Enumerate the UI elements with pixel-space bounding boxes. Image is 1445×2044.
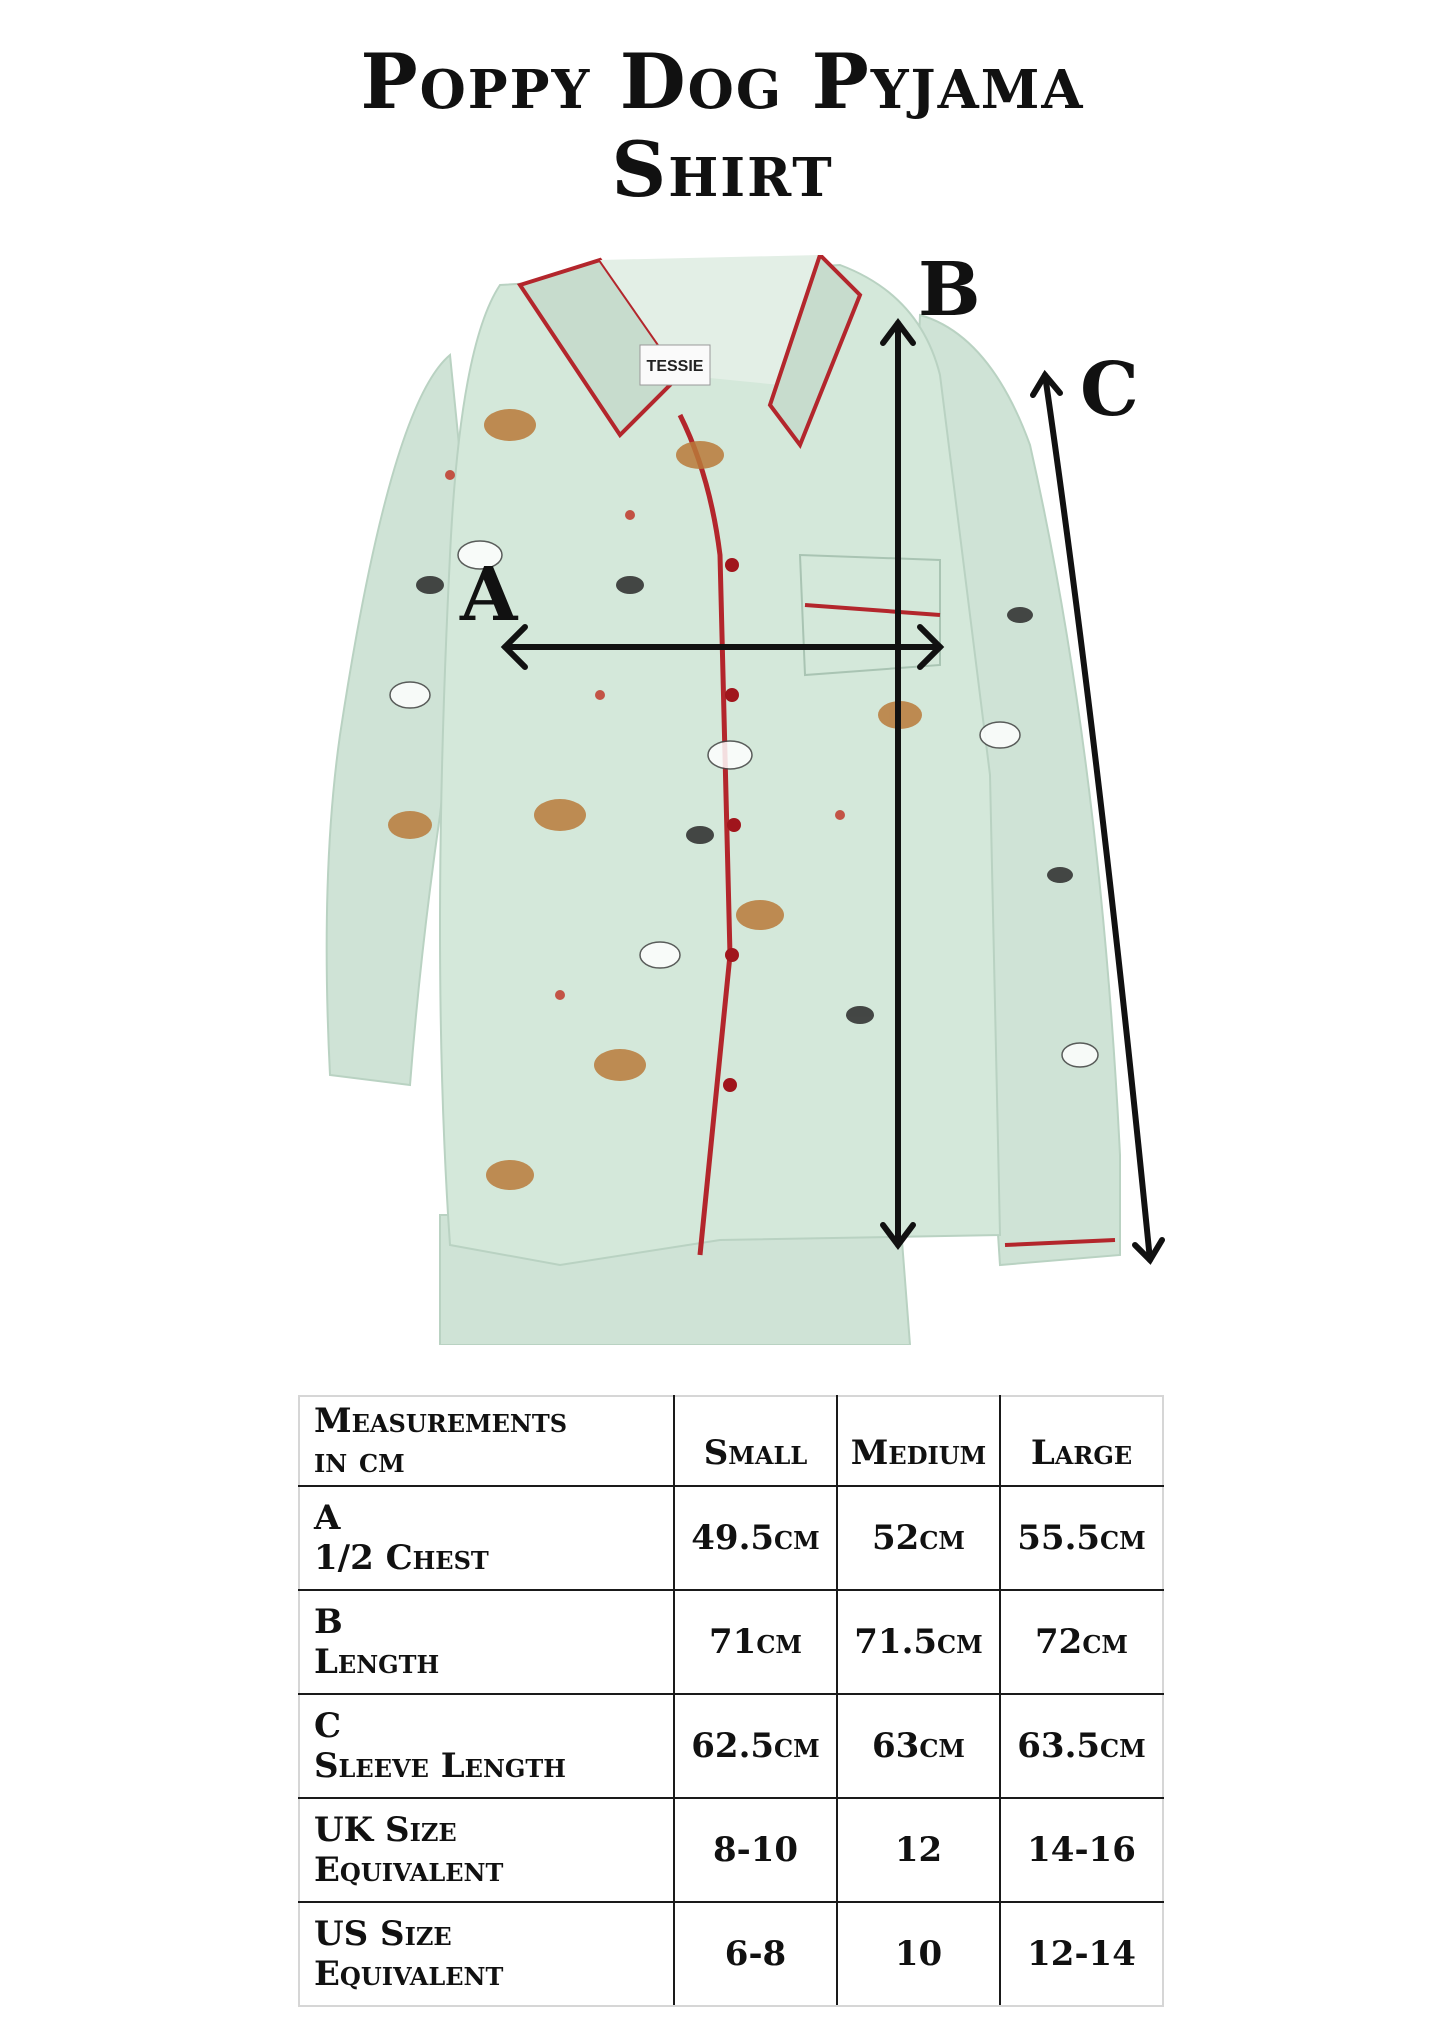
row-label-cell: [299, 1902, 674, 2006]
value-medium: 10: [837, 1902, 1000, 2006]
value-medium: 12: [837, 1798, 1000, 1902]
table-row: [299, 1590, 1163, 1694]
value-medium: 71.5cm: [837, 1590, 1000, 1694]
table-row: [299, 1694, 1163, 1798]
measurement-c-label: C: [1080, 347, 1139, 433]
value-large: 55.5cm: [1000, 1486, 1163, 1590]
row-label-line-2: 1/2 Chest: [314, 1538, 489, 1578]
row-label-line-1: B: [314, 1602, 343, 1642]
header-size-small: Small: [674, 1396, 837, 1486]
row-label-cell: [299, 1694, 674, 1798]
value-small: 6-8: [674, 1902, 837, 2006]
row-label-line-1: UK Size: [314, 1810, 457, 1850]
row-label-cell: [299, 1590, 674, 1694]
row-label-line-2: Length: [314, 1642, 440, 1682]
value-small: 71cm: [674, 1590, 837, 1694]
header-size-large: Large: [1000, 1396, 1163, 1486]
page-title-line-2: Shirt: [611, 125, 834, 214]
value-medium: 52cm: [837, 1486, 1000, 1590]
measurement-a-label: A: [460, 552, 518, 638]
value-large: 12-14: [1000, 1902, 1163, 2006]
value-large: 72cm: [1000, 1590, 1163, 1694]
value-small: 8-10: [674, 1798, 837, 1902]
row-label-line-1: C: [314, 1706, 342, 1746]
table-row: [299, 1798, 1163, 1902]
table-row: [299, 1486, 1163, 1590]
header-label-line-2: in cm: [314, 1441, 405, 1481]
row-label-cell: [299, 1798, 674, 1902]
page-title-line-1: Poppy Dog Pyjama: [360, 37, 1085, 126]
row-label-line-2: Equivalent: [314, 1954, 504, 1994]
table-row: [299, 1902, 1163, 2006]
value-small: 62.5cm: [674, 1694, 837, 1798]
measurement-b-label: B: [918, 255, 981, 333]
row-label-line-2: Sleeve Length: [314, 1746, 566, 1786]
row-label-line-1: US Size: [314, 1914, 452, 1954]
value-large: 63.5cm: [1000, 1694, 1163, 1798]
header-measurements-cell: [299, 1396, 674, 1486]
row-label-cell: [299, 1486, 674, 1590]
value-medium: 63cm: [837, 1694, 1000, 1798]
value-small: 49.5cm: [674, 1486, 837, 1590]
size-chart-table: [298, 1395, 1164, 2007]
row-label-line-2: Equivalent: [314, 1850, 504, 1890]
row-label-line-1: A: [314, 1498, 341, 1538]
header-size-medium: Medium: [837, 1396, 1000, 1486]
value-large: 14-16: [1000, 1798, 1163, 1902]
size-chart-header-row: [299, 1396, 1163, 1486]
shirt-measurement-diagram: [300, 255, 1180, 1345]
brand-tag-text: TESSIE: [646, 358, 704, 375]
header-label-line-1: Measurements: [314, 1401, 568, 1441]
